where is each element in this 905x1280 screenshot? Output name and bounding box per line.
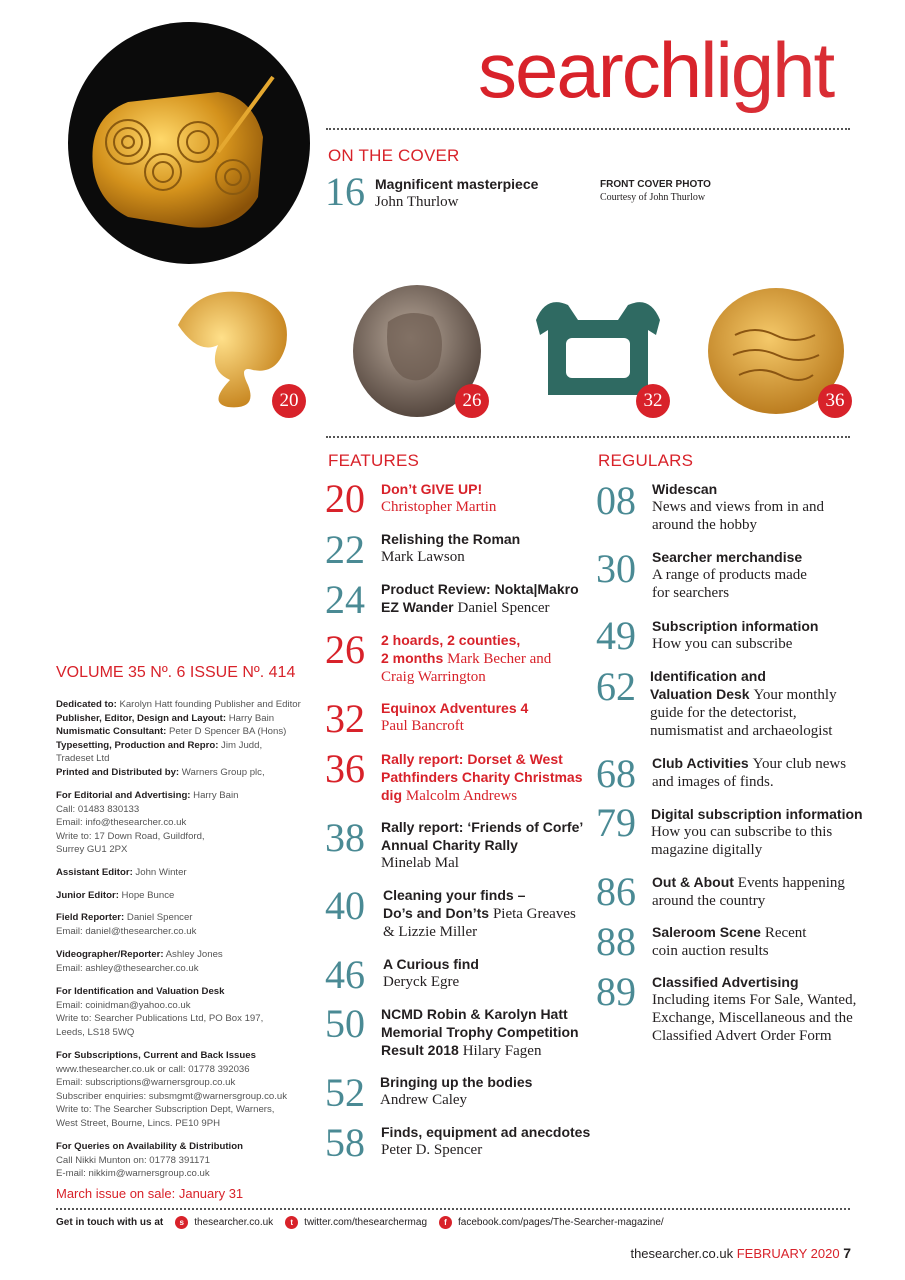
feature-author: Peter D. Spencer — [381, 1142, 483, 1158]
regular-number: 89 — [596, 969, 636, 1014]
credits-block-6: Videographer/Reporter: Ashley Jones Email: ashley@thesearcher.co.uk — [56, 949, 223, 974]
contact-footer — [56, 1216, 664, 1229]
feature-author: Daniel Spencer — [457, 600, 550, 616]
regular-number: 79 — [596, 800, 636, 845]
feature-title: Finds, equipment ad anecdotes — [381, 1124, 591, 1140]
footer-website-link[interactable]: thesearcher.co.uk — [194, 1217, 274, 1228]
credits-block-5: Field Reporter: Daniel Spencer Email: daniel@thesearcher.co.uk — [56, 912, 197, 937]
credits-block-3: Assistant Editor: John Winter — [56, 867, 187, 878]
page-folio — [630, 1245, 851, 1261]
regular-title: Widescan — [652, 481, 718, 497]
regular-desc: Including items For Sale, Wanted, — [652, 992, 857, 1008]
feature-entry — [381, 631, 596, 686]
cover-entry — [375, 175, 585, 211]
folio-site: thesearcher.co.uk — [630, 1246, 734, 1261]
feature-title: A Curious find — [383, 956, 479, 972]
feature-entry — [381, 580, 596, 617]
regular-desc-line2: Exchange, Miscellaneous and the — [652, 1010, 853, 1026]
regular-desc: Recent — [764, 925, 807, 941]
feature-title: Cleaning your finds – — [383, 887, 526, 903]
feature-author: Minelab Mal — [381, 855, 459, 871]
feature-author: Andrew Caley — [380, 1092, 468, 1108]
credits-block-2: For Editorial and Advertising: Harry Bain Call: 01483 830133 Email: info@thesearcher.co.uk Write to: 17 Down Road, Guildford, Surrey GU1 2PX — [56, 790, 239, 855]
feature-title: 2 hoards, 2 counties, — [381, 632, 521, 648]
regular-desc: News and views from in and — [652, 499, 825, 515]
feature-entry — [383, 955, 598, 991]
feature-number: 40 — [325, 883, 365, 928]
feature-title: Relishing the Roman — [381, 531, 521, 547]
feature-entry — [383, 886, 598, 941]
divider-middle — [326, 436, 850, 438]
regular-desc-line2: and images of finds. — [652, 774, 774, 790]
feature-title: Product Review: Nokta|Makro — [381, 581, 579, 597]
regular-number: 68 — [596, 751, 636, 796]
feature-number: 58 — [325, 1120, 365, 1165]
regular-number: 08 — [596, 478, 636, 523]
regular-desc-line2: around the country — [652, 893, 766, 909]
regular-number: 88 — [596, 919, 636, 964]
regulars-label: REGULARS — [598, 451, 694, 470]
feature-author: Malcolm Andrews — [405, 788, 518, 804]
feature-author: Mark Becher and — [447, 651, 552, 667]
feature-author: Mark Lawson — [381, 549, 465, 565]
thumb-badge-20: 20 — [272, 384, 306, 418]
cover-image — [68, 22, 310, 264]
volume-issue: VOLUME 35 Nº. 6 ISSUE Nº. 414 — [56, 664, 296, 681]
credits-block-9: For Queries on Availability & Distribution Call Nikki Munton on: 01778 391171 E-mail: nikkim@warnersgroup.co.uk — [56, 1141, 243, 1179]
regular-number: 62 — [596, 664, 636, 709]
regular-entry — [651, 805, 873, 859]
cover-title: Magnificent masterpiece — [375, 176, 539, 192]
divider-bottom — [56, 1208, 850, 1210]
feature-entry — [381, 1123, 596, 1159]
feature-author: Pieta Greaves — [492, 906, 576, 922]
feature-entry — [381, 818, 596, 872]
regular-desc-line2: around the hobby — [652, 517, 757, 533]
feature-entry — [381, 699, 596, 735]
regular-entry — [652, 480, 872, 534]
web-icon: s — [175, 1216, 188, 1229]
feature-title-line2: Memorial Trophy Competition — [381, 1024, 579, 1040]
regular-title: Club Activities — [652, 755, 749, 771]
regular-desc-line2: coin auction results — [652, 943, 769, 959]
feature-title: Rally report: Dorset & West — [381, 751, 563, 767]
regular-entry — [652, 973, 874, 1045]
feature-title: NCMD Robin & Karolyn Hatt — [381, 1006, 568, 1022]
feature-author: Deryck Egre — [383, 974, 460, 990]
regular-desc-line2: guide for the detectorist, — [650, 705, 797, 721]
regular-number: 49 — [596, 613, 636, 658]
regular-desc: A range of products made — [652, 567, 807, 583]
feature-author: Paul Bancroft — [381, 718, 464, 734]
regular-title: Searcher merchandise — [652, 549, 803, 565]
regular-entry — [652, 923, 872, 960]
regular-title-line2: Valuation Desk — [650, 686, 750, 702]
feature-number: 52 — [325, 1070, 365, 1115]
regular-number: 30 — [596, 546, 636, 591]
feature-number: 22 — [325, 527, 365, 572]
divider-top — [326, 128, 850, 130]
folio-month: FEBRUARY 2020 — [736, 1246, 840, 1261]
footer-facebook-link[interactable]: facebook.com/pages/The-Searcher-magazine/ — [458, 1217, 664, 1228]
folio-page-number: 7 — [843, 1245, 851, 1261]
feature-entry — [381, 530, 596, 566]
feature-number: 50 — [325, 1001, 365, 1046]
feature-title: Bringing up the bodies — [380, 1074, 533, 1090]
cover-photo-credit-text: Courtesy of John Thurlow — [600, 192, 706, 203]
cover-page-number: 16 — [325, 169, 365, 214]
cover-photo-heading: FRONT COVER PHOTO — [600, 179, 711, 190]
regular-entry — [650, 667, 872, 740]
regular-desc: Your monthly — [753, 687, 837, 703]
feature-author-line2: Craig Warrington — [381, 669, 486, 685]
regular-entry — [652, 754, 872, 791]
regular-desc: How you can subscribe to this — [651, 824, 833, 840]
feature-title: Rally report: ‘Friends of Corfe’ — [381, 819, 584, 835]
regular-title: Digital subscription information — [651, 806, 863, 822]
feature-entry — [381, 750, 596, 805]
feature-title-line2: EZ Wander — [381, 599, 454, 615]
feature-entry — [381, 480, 596, 516]
feature-title-line2: Annual Charity Rally — [381, 837, 518, 853]
regular-title: Identification and — [650, 668, 766, 684]
regular-desc: Your club news — [752, 756, 847, 772]
feature-title-line2: Do’s and Don’ts — [383, 905, 490, 921]
regular-desc: Events happening — [737, 875, 845, 891]
regular-desc: How you can subscribe — [652, 636, 793, 652]
feature-number: 46 — [325, 952, 365, 997]
feature-author-line2: & Lizzie Miller — [383, 924, 478, 940]
thumb-badge-32: 32 — [636, 384, 670, 418]
thumb-badge-36: 36 — [818, 384, 852, 418]
regular-desc-line2: for searchers — [652, 585, 730, 601]
features-label: FEATURES — [328, 451, 420, 470]
regular-entry — [652, 548, 872, 602]
masthead-logo — [478, 26, 834, 114]
feature-number: 24 — [325, 577, 365, 622]
masthead-part1: search — [478, 26, 701, 114]
regular-number: 86 — [596, 869, 636, 914]
cover-photo-credit — [600, 178, 711, 204]
feature-title-line3: dig — [381, 787, 402, 803]
regular-entry — [652, 873, 872, 910]
footer-twitter-link[interactable]: twitter.com/thesearchermag — [304, 1217, 427, 1228]
footer-lead: Get in touch with us at — [56, 1217, 164, 1228]
feature-title-line2: Pathfinders Charity Christmas — [381, 769, 583, 785]
feature-title-line2: 2 months — [381, 650, 444, 666]
feature-number: 20 — [325, 476, 365, 521]
credits-block-8: For Subscriptions, Current and Back Issues www.thesearcher.co.uk or call: 01778 392036 Email: subscriptions@warnersgroup.co.uk Subscriber enquiries: subsmgmt@warnersgroup.co.uk Write to: The Searcher Subscription Dept, Warners, West Street, Bourne, Lincs. PE10 9PH — [56, 1050, 288, 1129]
regular-title: Out & About — [652, 874, 734, 890]
feature-entry — [380, 1073, 595, 1109]
thumb-badge-26: 26 — [455, 384, 489, 418]
regular-title: Classified Advertising — [652, 974, 799, 990]
regular-desc-line3: Classified Advert Order Form — [652, 1028, 832, 1044]
facebook-icon: f — [439, 1216, 452, 1229]
regular-title: Subscription information — [652, 618, 819, 634]
regular-entry — [652, 617, 872, 653]
regular-desc-line3: numismatist and archaeologist — [650, 723, 833, 739]
feature-number: 36 — [325, 746, 365, 791]
twitter-icon: t — [285, 1216, 298, 1229]
cover-author: John Thurlow — [375, 194, 459, 210]
feature-number: 32 — [325, 696, 365, 741]
feature-title: Equinox Adventures 4 — [381, 700, 529, 716]
feature-title: Don’t GIVE UP! — [381, 481, 483, 497]
feature-number: 38 — [325, 815, 365, 860]
feature-author: Hilary Fagen — [462, 1043, 542, 1059]
feature-author: Christopher Martin — [381, 499, 497, 515]
credits-block-4: Junior Editor: Hope Bunce — [56, 890, 175, 901]
feature-number: 26 — [325, 627, 365, 672]
regular-desc-line2: magazine digitally — [651, 842, 763, 858]
on-the-cover-label: ON THE COVER — [328, 146, 460, 165]
regular-title: Saleroom Scene — [652, 924, 761, 940]
credits-block-1: Dedicated to: Karolyn Hatt founding Publisher and Editor Publisher, Editor, Design and Layout: Harry Bain Numismatic Consultant: Peter D Spencer BA (Hons) Typesetting, Production and Repro: Jim Judd, Tradeset Ltd Printed and Distributed by: Warners Group plc, — [56, 699, 301, 778]
credits-block-7: For Identification and Valuation Desk Email: coinidman@yahoo.co.uk Write to: Searcher Publications Ltd, PO Box 197, Leeds, LS18 5WQ — [56, 986, 264, 1038]
masthead-part2: light — [700, 26, 834, 114]
feature-entry — [381, 1005, 596, 1060]
on-sale-date: March issue on sale: January 31 — [56, 1186, 244, 1201]
feature-title-line3: Result 2018 — [381, 1042, 459, 1058]
